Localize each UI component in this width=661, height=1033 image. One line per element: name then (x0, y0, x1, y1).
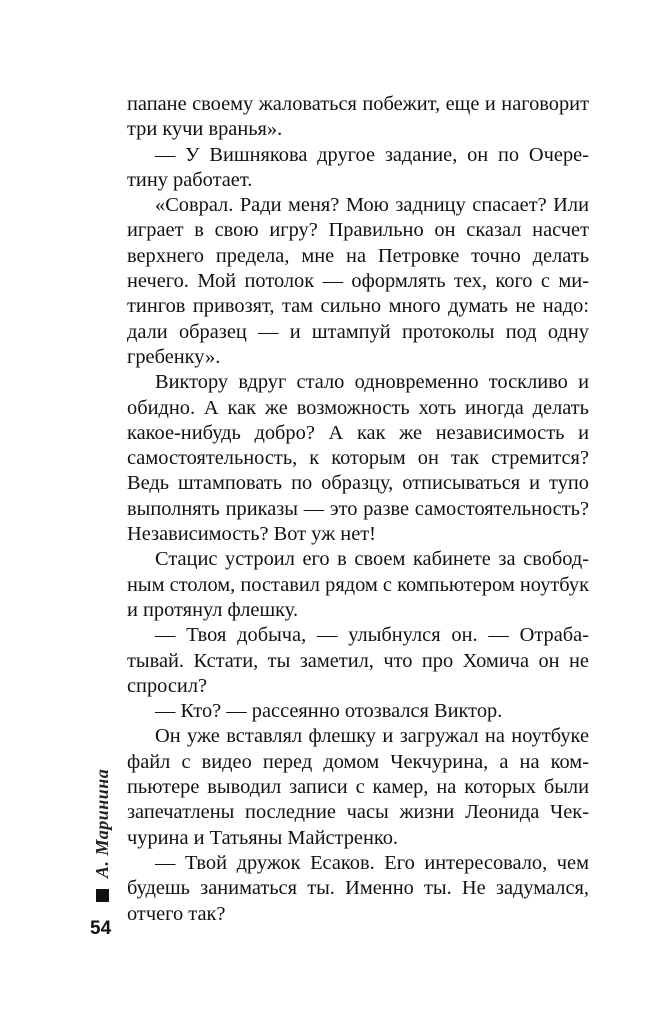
paragraph: — Кто? — рассеянно отозвался Виктор. (155, 700, 503, 723)
paragraph: Он уже вставлял флешку и загружал на ноутбуке файл с видео перед домом Чекчурина, а на компьютере выводил записи с камер, на которых были запечатлены последние часы жизни Леонида Чекчурина и Татьяны Майстренко. (127, 725, 589, 849)
paragraph: — У Вишнякова другое задание, он по Очеретину работает. (127, 143, 589, 191)
paragraph: Виктору вдруг стало одновременно тоскливо и обидно. А как же возможность хоть иногда делать какое-нибудь добро? А как же независимость и самостоятельность, к которым он так стремится? Ведь штамповать по образцу, отписываться и тупо выполнять приказы — это разве самостоятельность? Независимость? Вот уж нет! (127, 371, 589, 546)
paragraph: Стацис устроил его в своем кабинете за свободным столом, поставил рядом с компьютером ноутбук и протянул флешку. (127, 548, 589, 621)
paragraph: папане своему жаловаться побежит, еще и наговорит три кучи вранья». (127, 93, 589, 141)
running-header-author: А. Маринина (92, 768, 112, 878)
paragraph: — Твоя добыча, — улыбнулся он. — Отрабатывай. Кстати, ты заметил, что про Хомича он не спросил? (127, 624, 589, 697)
page-number: 54 (90, 918, 112, 939)
paragraph: «Соврал. Ради меня? Мою задницу спасает? Или играет в свою игру? Правильно он сказал насчет верхнего предела, мне на Петровке точно делать нечего. Мой потолок — оформлять тех, кого с митингов привозят, там сильно много думать не надо: дали образец — и штампуй протоколы под одну гребенку». (127, 194, 589, 368)
body-text (127, 92, 589, 927)
paragraph: — Твой дружок Есаков. Его интересовало, чем будешь заниматься ты. Именно ты. Не задумался, отчего так? (127, 851, 589, 925)
square-bullet-icon (96, 889, 109, 902)
